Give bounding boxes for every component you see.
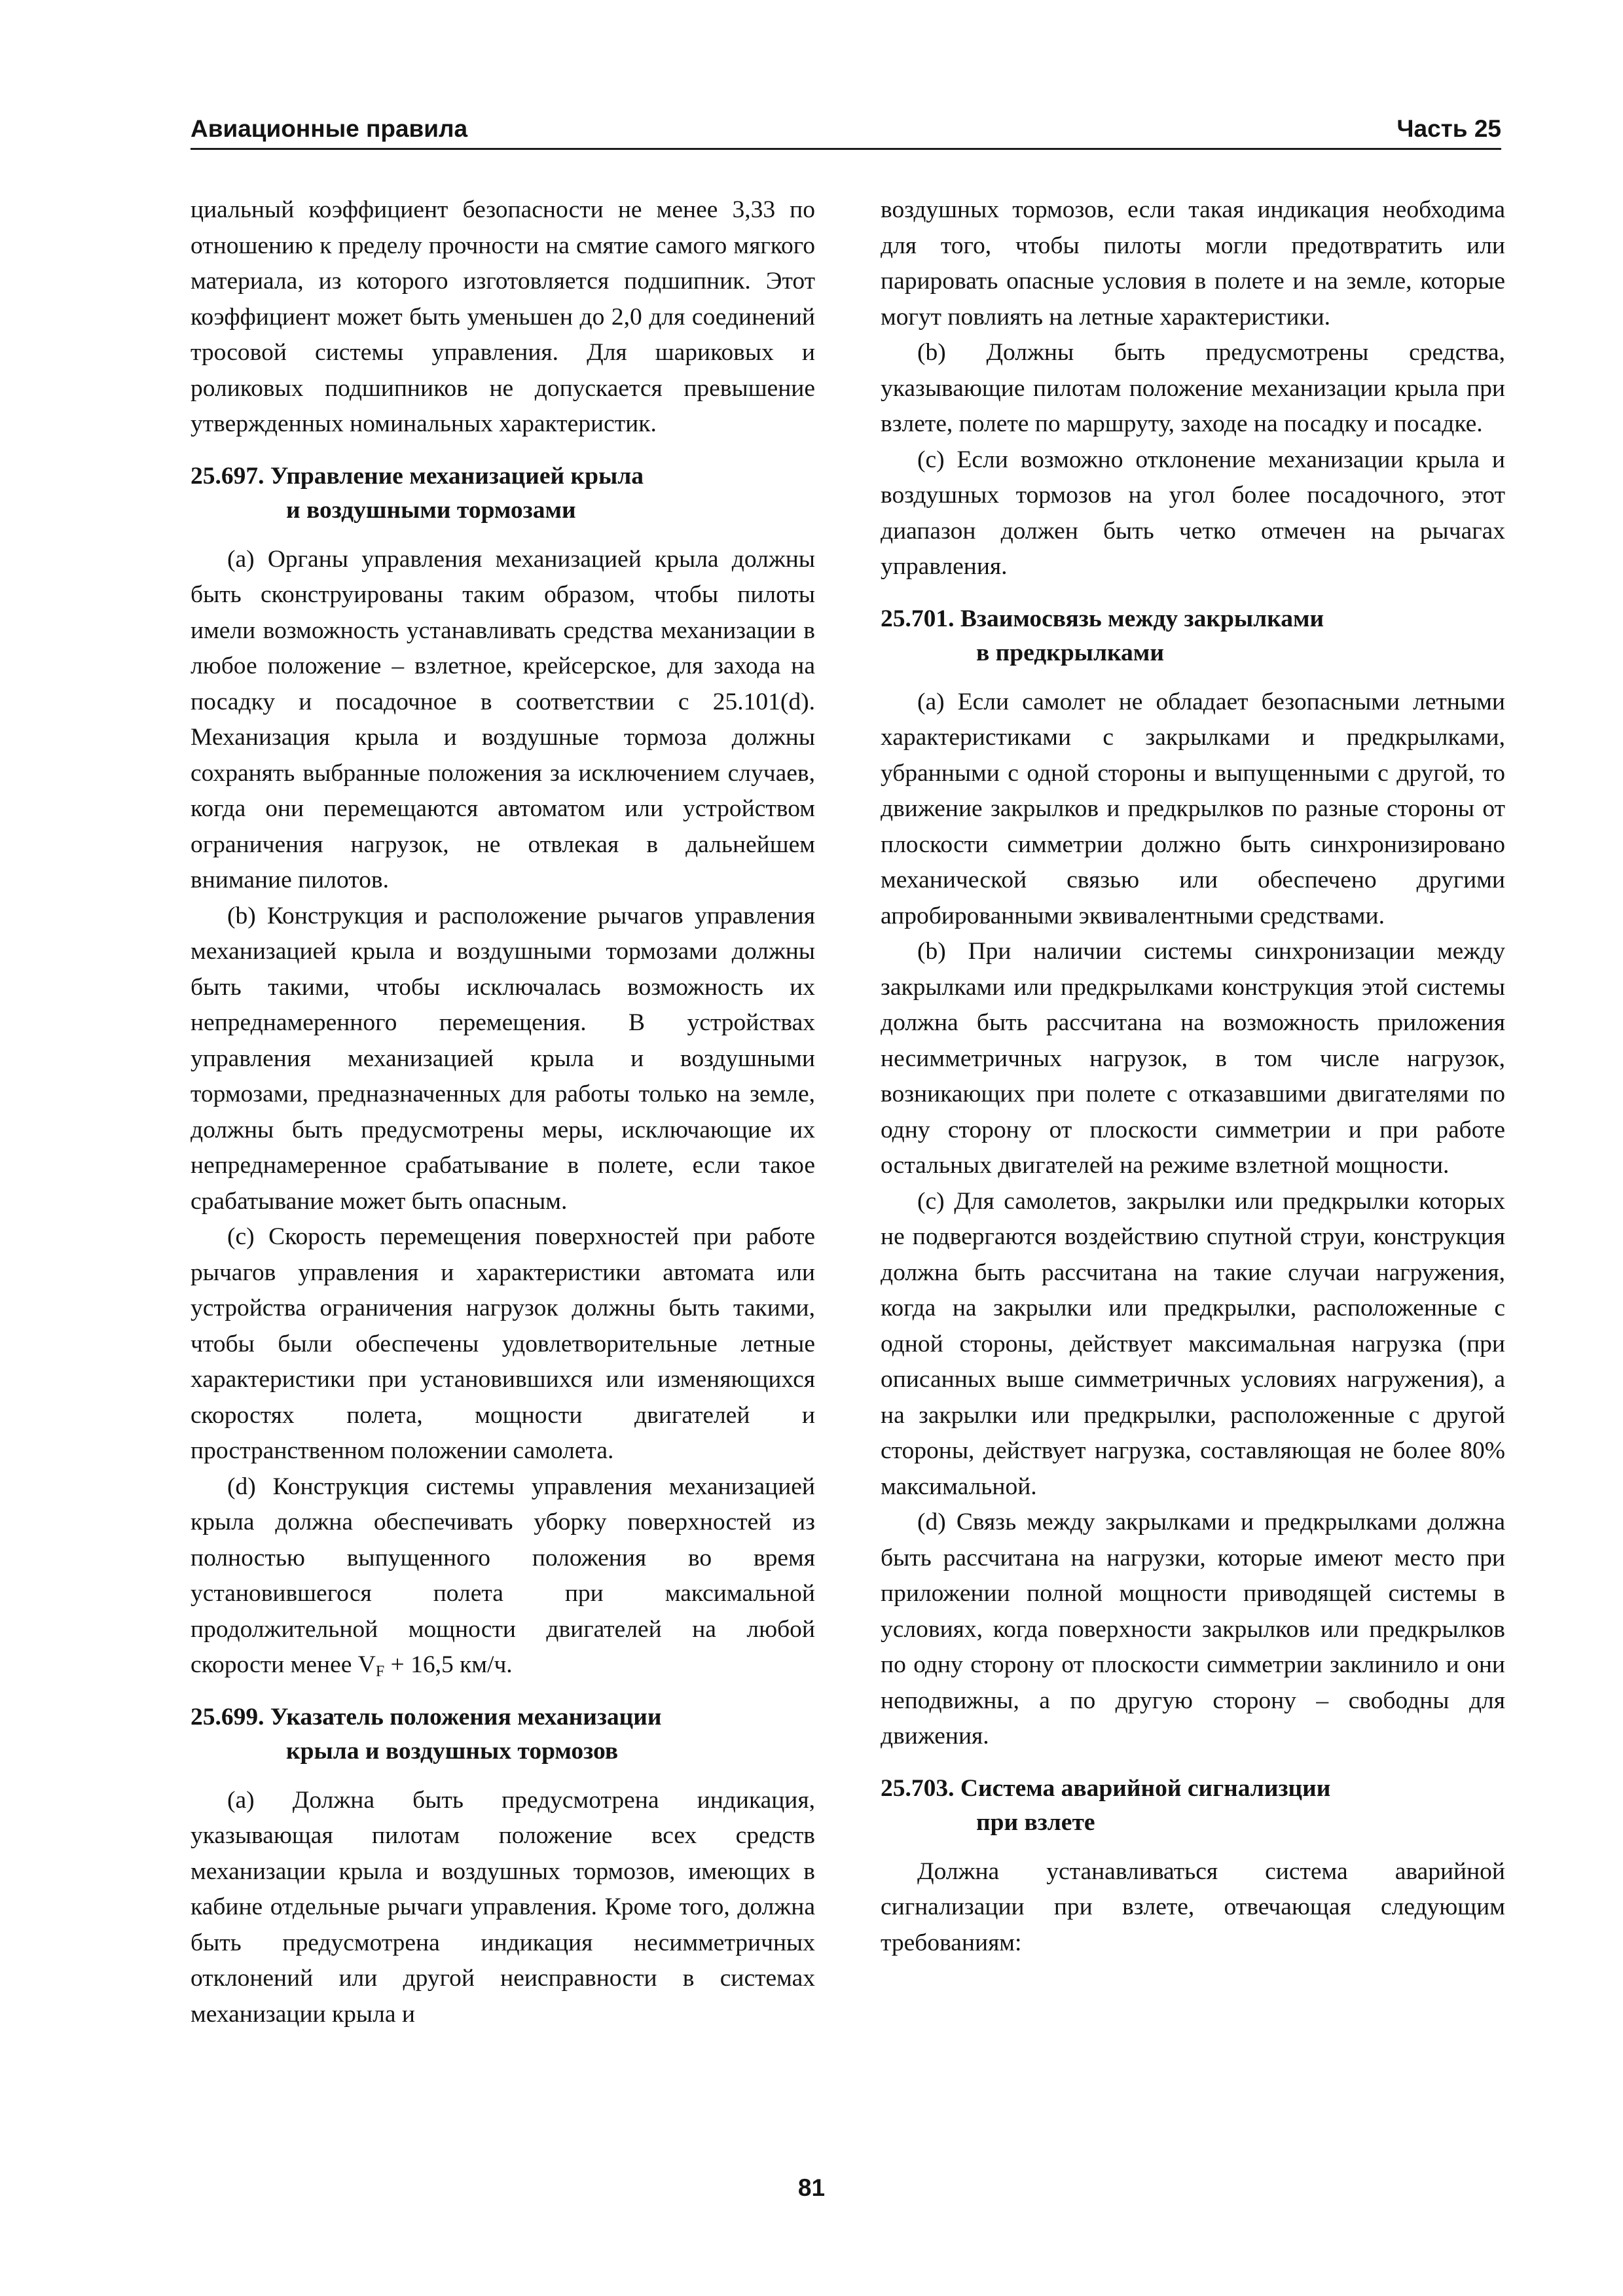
paragraph-703: Должна устанавливаться система аварийной сигнализации при взлете, отвечающая следующим требованиям: — [881, 1857, 1505, 1956]
section-heading-25-703 — [881, 1772, 1505, 1840]
right-column — [881, 192, 1505, 1961]
section-heading-25-697 — [191, 459, 815, 528]
paragraph-701-d: (d) Связь между закрылками и предкрылками должна быть рассчитана на нагрузки, которые имеют место при приложении полной мощности приводящей системы в условиях, когда поверхности закрылков или предкрылков по одну сторону от плоскости симметрии заклинило и они неподвижны, а по другую сторону – свободны для движения. — [881, 1509, 1505, 1749]
header-title: Авиационные правила — [191, 115, 468, 142]
section-title-line2: и воздушными тормозами — [286, 496, 576, 524]
left-column — [191, 192, 815, 2032]
paragraph-697-c: (c) Скорость перемещения поверхностей при работе рычагов управления и характеристики автомата или устройства ограничения нагрузок должны быть такими, чтобы были обеспечены удовлетворительные летные характеристики при установившихся или изменяющихся скоростях полета, мощности двигателей и пространственном положении самолета. — [191, 1223, 815, 1464]
section-heading-25-699 — [191, 1700, 815, 1768]
paragraph-699-a: (a) Должна быть предусмотрена индикация, указывающая пилотам положение всех средств механизации крыла и воздушных тормозов, имеющих в кабине отдельные рычаги управления. Кроме того, должна быть предусмотрена индикация несимметричных отклонений или другой неисправности в системах механизации крыла и — [191, 1786, 815, 2028]
section-title-line1: Указатель положения механизации — [270, 1703, 662, 1731]
section-title-line2: при взлете — [976, 1808, 1095, 1836]
page-header — [191, 110, 1501, 149]
paragraph-697-b: (b) Конструкция и расположение рычагов управления механизацией крыла и воздушными тормозами должны быть такими, чтобы исключалась возможность их непреднамеренного перемещения. В устройствах управления механизацией крыла и воздушными тормозами, предназначенных для работы только на земле, должны быть предусмотрены меры, исключающие их непреднамеренное срабатывание в полете, если такое срабатывание может быть опасным. — [191, 902, 815, 1215]
paragraph-697-d-text: (d) Конструкция системы управления механизацией крыла должна обеспечивать уборку поверхностей из полностью выпущенного положения во время установившегося полета при максимальной продолжительной мощности двигателей на любой скорости менее V — [191, 1473, 815, 1678]
header-part: Часть 25 — [1396, 115, 1501, 142]
paragraph-701-c: (c) Для самолетов, закрылки или предкрылки которых не подвергаются воздействию спутной струи, конструкция должна быть рассчитана на такие случаи нагружения, когда на закрылки или предкрылки, расположенные с одной стороны, действует максимальная нагрузка (при описанных выше симметричных условиях нагружения), а на закрылки или предкрылки, расположенные с другой стороны, действует нагрузка, составляющая не более 80% максимальной. — [881, 1187, 1505, 1500]
section-number: 25.697. — [191, 462, 264, 490]
paragraph-697-d — [191, 1469, 815, 1683]
section-title-line1: Система аварийной сигнализции — [960, 1774, 1331, 1802]
paragraph-699-c: (c) Если возможно отклонение механизации крыла и воздушных тормозов на угол более посадочного, этот диапазон должен быть четко отмечен на рычагах управления. — [881, 446, 1505, 580]
paragraph-701-b: (b) При наличии системы синхронизации между закрылками или предкрылками конструкция этой системы должна быть рассчитана на возможность приложения несимметричных нагрузок, в том числе нагрузок, возникающих при полете с отказавшими двигателями по одну сторону от плоскости симметрии и при работе остальных двигателей на режиме взлетной мощности. — [881, 938, 1505, 1179]
section-title-line2: в предкрылками — [976, 639, 1164, 666]
paragraph-701-a: (a) Если самолет не обладает безопасными летными характеристиками с закрылками и предкрылками, убранными с одной стороны и выпущенными с другой, то движение закрылков и предкрылков по разные стороны от плоскости симметрии должно быть синхронизировано механической связью или обеспечено другими апробированными эквивалентными средствами. — [881, 688, 1505, 929]
section-title-line1: Управление механизацией крыла — [270, 462, 644, 490]
section-number: 25.703. — [881, 1774, 955, 1802]
section-number: 25.701. — [881, 605, 955, 632]
section-title-line1: Взаимосвязь между закрылками — [960, 605, 1324, 632]
paragraph-699-a-continued: воздушных тормозов, если такая индикация необходима для того, чтобы пилоты могли предотвратить или парировать опасные условия в полете и на земле, которые могут повлиять на летные характеристики. — [881, 196, 1505, 331]
paragraph-699-b: (b) Должны быть предусмотрены средства, указывающие пилотам положение механизации крыла при взлете, полете по маршруту, заходе на посадку и посадке. — [881, 339, 1505, 437]
subscript-f: F — [375, 1663, 385, 1680]
section-heading-25-701 — [881, 602, 1505, 670]
paragraph-697-a: (a) Органы управления механизацией крыла должны быть сконструированы таким образом, чтобы пилоты имели возможность устанавливать средства механизации в любое положение – взлетное, крейсерское, для захода на посадку и посадочное в соответствии с 25.101(d). Механизация крыла и воздушные тормоза должны сохранять выбранные положения за исключением случаев, когда они перемещаются автоматом или устройством ограничения нагрузок, не отвлекая в дальнейшем внимание пилотов. — [191, 545, 815, 893]
section-number: 25.699. — [191, 1703, 264, 1731]
page-number: 81 — [797, 2174, 826, 2201]
paragraph-697-d-tail: + 16,5 км/ч. — [384, 1651, 513, 1678]
header-rule — [191, 148, 1501, 150]
paragraph-intro: циальный коэффициент безопасности не менее 3,33 по отношению к пределу прочности на смятие самого мягкого материала, из которого изготовляется подшипник. Этот коэффициент может быть уменьшен до 2,0 для соединений тросовой системы управления. Для шариковых и роликовых подшипников не допускается превышение утвержденных номинальных характеристик. — [191, 196, 815, 437]
section-title-line2: крыла и воздушных тормозов — [286, 1737, 619, 1765]
